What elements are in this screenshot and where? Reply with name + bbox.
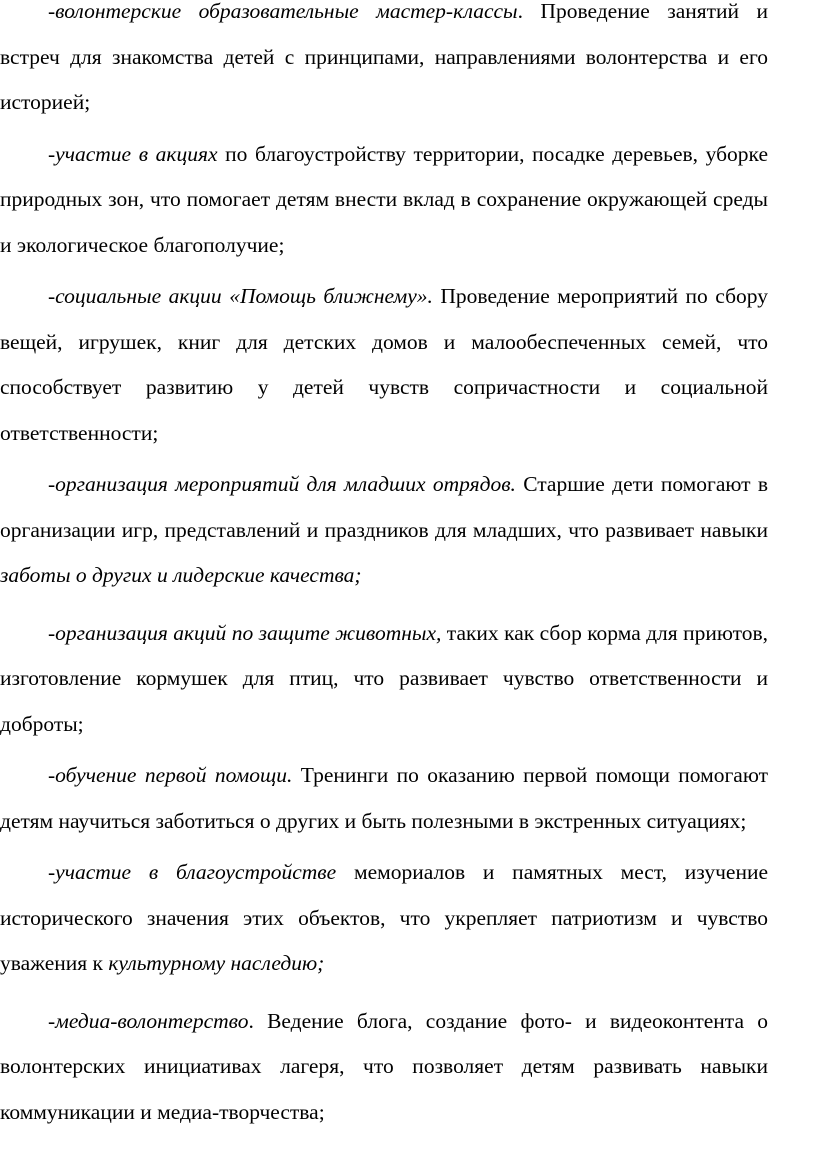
list-dash: -: [48, 284, 56, 308]
paragraph-junior-squads-events: [0, 462, 768, 599]
paragraph-text: Тренинги по оказанию первой помощи помогают детям научиться заботиться о других и быть полезными в экстренных ситуациях;: [0, 763, 768, 833]
list-dash: -: [48, 0, 56, 23]
list-dash: -: [48, 763, 56, 787]
paragraph-lead-italic: участие в благоустройстве: [55, 860, 337, 884]
paragraph-text: . Проведение занятий и встреч для знакомства детей с принципами, направлениями волонтерства и его историей;: [0, 0, 768, 114]
paragraph-tail-italic: культурному наследию;: [108, 951, 325, 975]
paragraph-text: . Ведение блога, создание фото- и видеоконтента о волонтерских инициативах лагеря, что позволяет детям развивать навыки коммуникации и медиа-творчества;: [0, 1008, 768, 1124]
list-dash: -: [48, 620, 56, 645]
list-dash: -: [48, 472, 56, 496]
paragraph-media-volunteering: [0, 999, 768, 1136]
paragraph-participation-in-actions: [0, 132, 768, 269]
paragraph-lead-italic: участие в акциях: [55, 141, 218, 166]
paragraph-text: Старшие дети помогают в организации игр, представлений и праздников для младших, что развивает навыки: [0, 472, 769, 542]
paragraph-memorial-improvement: [0, 850, 768, 987]
list-dash: -: [48, 1008, 56, 1033]
paragraph-social-actions: [0, 274, 768, 456]
paragraph-volunteer-master-classes: [0, 0, 768, 126]
paragraph-text: по благоустройству территории, посадке деревьев, уборке природных зон, что помогает детям внести вклад в сохранение окружающей среды и экологическое благополучие;: [0, 141, 768, 257]
paragraph-text: мемориалов и памятных мест, изучение исторического значения этих объектов, что укрепляет патриотизм и чувство уважения к: [0, 860, 768, 975]
paragraph-lead-italic: организация мероприятий для младших отрядов.: [55, 472, 516, 496]
paragraph-tail-italic: заботы о других и лидерские качества;: [0, 563, 362, 587]
paragraph-lead-italic: волонтерские образовательные мастер-классы: [55, 0, 518, 23]
paragraph-animal-protection: [0, 611, 768, 748]
list-dash: -: [48, 141, 56, 166]
paragraph-lead-italic: организация акций по защите животных,: [55, 620, 442, 645]
paragraph-first-aid-training: [0, 753, 768, 844]
paragraph-lead-italic: медиа-волонтерство: [55, 1008, 249, 1033]
paragraph-text: таких как сбор корма для приютов, изготовление кормушек для птиц, что развивает чувство ответственности и доброты;: [0, 620, 768, 736]
paragraph-lead-italic: социальные акции «Помощь ближнему».: [55, 284, 433, 308]
list-dash: -: [48, 860, 56, 884]
paragraph-lead-italic: обучение первой помощи.: [55, 763, 293, 787]
paragraph-text: Проведение мероприятий по сбору вещей, игрушек, книг для детских домов и малообеспеченных семей, что способствует развитию у детей чувств сопричастности и социальной ответственности;: [0, 284, 768, 445]
